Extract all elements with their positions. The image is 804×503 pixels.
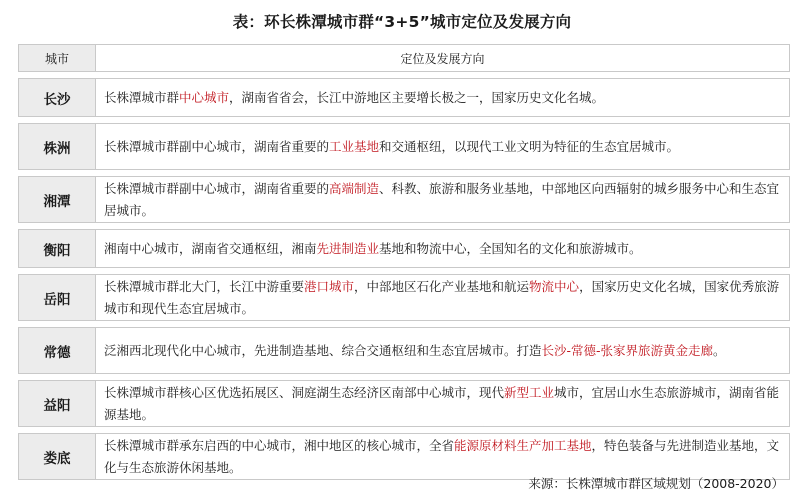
row-gap <box>19 427 790 434</box>
highlight-text: 工业基地 <box>329 138 380 154</box>
row-gap <box>19 72 790 79</box>
table-header-row <box>19 45 790 72</box>
desc-text: 基地和物流中心，全国知名的文化和旅游城市。 <box>379 240 642 256</box>
desc-cell <box>96 177 790 223</box>
row-gap <box>19 374 790 381</box>
desc-text: 城市，宜居山水生态旅游城市，湖南省能源基地。 <box>104 384 780 422</box>
highlight-text: 能源原材料生产加工基地 <box>454 437 592 453</box>
desc-text: ，中部地区石化产业基地和航运 <box>354 278 530 294</box>
desc-text: ，湖南省省会，长江中游地区主要增长极之一，国家历史文化名城。 <box>229 89 605 105</box>
desc-text: 湘南中心城市，湖南省交通枢纽，湘南 <box>104 240 317 256</box>
desc-text: 长株潭城市群北大门，长江中游重要 <box>104 278 305 294</box>
city-cell: 岳阳 <box>19 275 96 321</box>
row-gap <box>19 268 790 275</box>
header-city: 城市 <box>19 45 96 72</box>
city-cell: 长沙 <box>19 79 96 117</box>
city-cell: 衡阳 <box>19 230 96 268</box>
city-cell: 株洲 <box>19 124 96 170</box>
city-cell: 娄底 <box>19 434 96 480</box>
desc-text: 长株潭城市群副中心城市，湖南省重要的 <box>104 138 330 154</box>
desc-cell <box>96 381 790 427</box>
table-row <box>19 275 790 321</box>
desc-cell <box>96 124 790 170</box>
highlight-text: 中心城市 <box>179 89 230 105</box>
city-cell: 益阳 <box>19 381 96 427</box>
table-row <box>19 177 790 223</box>
desc-text: 长株潭城市群核心区优选拓展区、洞庭湖生态经济区南部中心城市，现代 <box>104 384 505 400</box>
highlight-text: 先进制造业 <box>316 240 380 256</box>
source-note: 来源：长株潭城市群区域规划（2008-2020） <box>528 476 784 491</box>
highlight-text: 新型工业 <box>504 384 555 400</box>
row-gap <box>19 321 790 328</box>
desc-text: 长株潭城市群副中心城市，湖南省重要的 <box>104 180 330 196</box>
desc-cell <box>96 79 790 117</box>
highlight-text: 港口城市 <box>304 278 355 294</box>
desc-cell <box>96 434 790 480</box>
desc-cell <box>96 328 790 374</box>
table-title: 表：环长株潭城市群“3+5”城市定位及发展方向 <box>232 13 572 31</box>
row-gap <box>19 223 790 230</box>
highlight-text: 物流中心 <box>529 278 580 294</box>
desc-cell <box>96 230 790 268</box>
row-gap <box>19 170 790 177</box>
city-positioning-table <box>18 44 790 480</box>
highlight-text: 高端制造 <box>329 180 380 196</box>
table-row <box>19 230 790 268</box>
desc-text: 。 <box>713 342 726 358</box>
desc-cell <box>96 275 790 321</box>
row-gap <box>19 117 790 124</box>
desc-text: 泛湘西北现代化中心城市，先进制造基地、综合交通枢纽和生态宜居城市。打造 <box>104 342 542 358</box>
desc-text: 长株潭城市群承东启西的中心城市，湘中地区的核心城市，全省 <box>104 437 455 453</box>
header-desc: 定位及发展方向 <box>96 45 790 72</box>
table-row <box>19 124 790 170</box>
city-cell: 湘潭 <box>19 177 96 223</box>
table-row <box>19 79 790 117</box>
city-cell: 常德 <box>19 328 96 374</box>
table-row <box>19 328 790 374</box>
highlight-text: 长沙-常德-张家界旅游黄金走廊 <box>541 342 714 358</box>
desc-text: ，国家历史文化名城，国家优秀旅游城市和现代生态宜居城市。 <box>104 278 780 316</box>
desc-text: ，特色装备与先进制造业基地，文化与生态旅游休闲基地。 <box>104 437 780 475</box>
desc-text: 和交通枢纽，以现代工业文明为特征的生态宜居城市。 <box>379 138 680 154</box>
table-row <box>19 434 790 480</box>
table-row <box>19 381 790 427</box>
desc-text: 长株潭城市群 <box>104 89 180 105</box>
desc-text: 、科教、旅游和服务业基地，中部地区向西辐射的城乡服务中心和生态宜居城市。 <box>104 180 780 218</box>
